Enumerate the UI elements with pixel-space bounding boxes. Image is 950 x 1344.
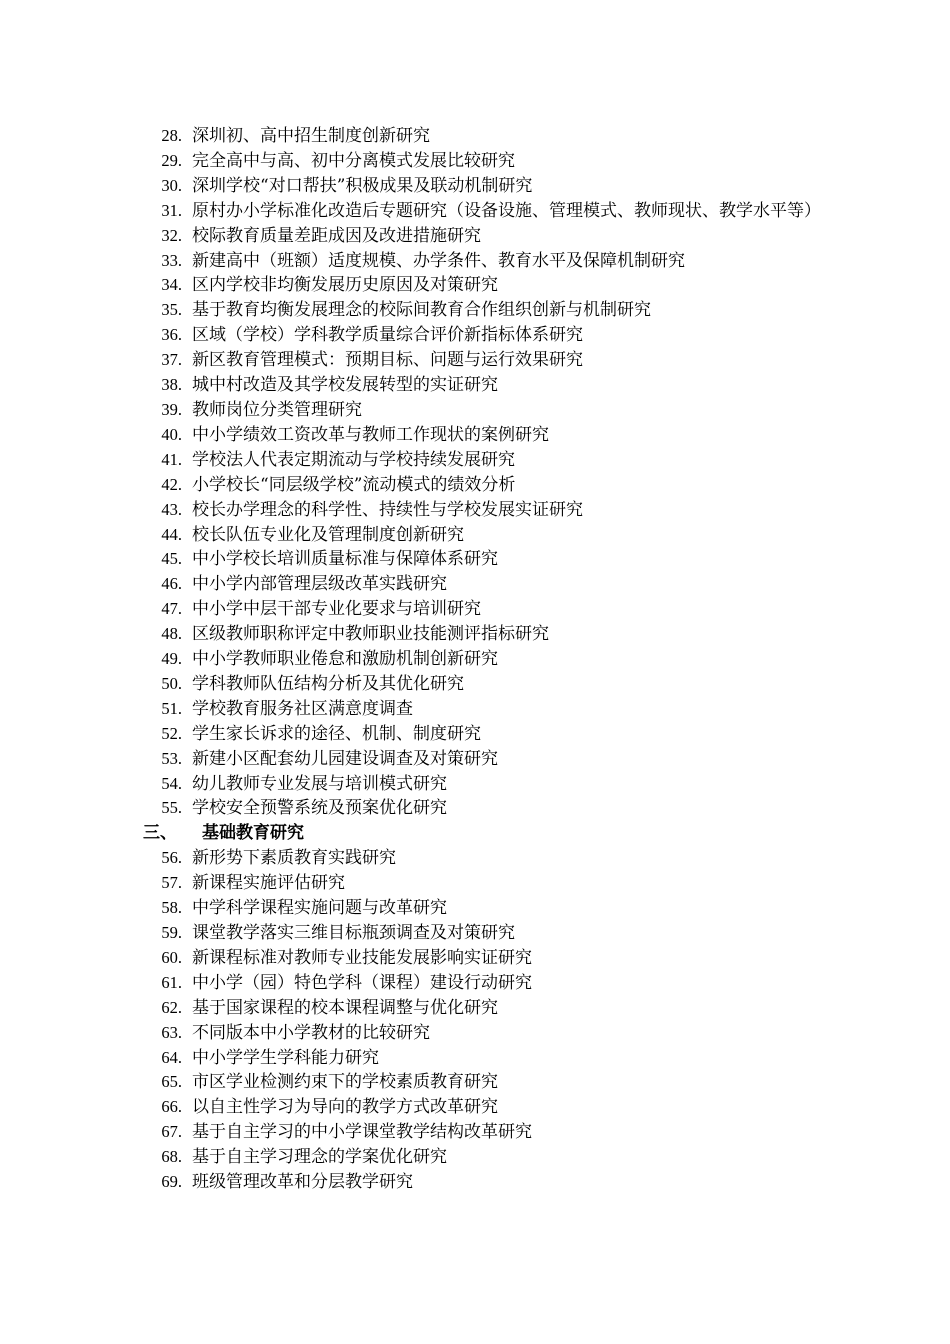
item-number: 53. [161, 748, 182, 768]
item-number: 62. [161, 997, 182, 1017]
list-item [0, 323, 950, 348]
item-number: 61. [161, 972, 182, 992]
list-item [0, 423, 950, 448]
item-text: 不同版本中小学教材的比较研究 [192, 1022, 430, 1043]
list-item [0, 996, 950, 1021]
item-number: 49. [161, 649, 182, 669]
item-number: 69. [161, 1172, 182, 1192]
list-item [0, 1046, 950, 1071]
item-number: 68. [161, 1147, 182, 1167]
list-item [0, 348, 950, 373]
list-item [0, 398, 950, 423]
item-number: 67. [161, 1122, 182, 1142]
list-item [0, 796, 950, 821]
item-text: 中小学绩效工资改革与教师工作现状的案例研究 [192, 424, 549, 445]
item-text: 中小学学生学科能力研究 [192, 1047, 379, 1068]
list-item [0, 971, 950, 996]
item-text: 基于国家课程的校本课程调整与优化研究 [192, 997, 498, 1018]
list-item [0, 523, 950, 548]
item-text: 新课程标准对教师专业技能发展影响实证研究 [192, 947, 532, 968]
item-number: 33. [161, 250, 182, 270]
item-number: 66. [161, 1097, 182, 1117]
item-number: 52. [161, 723, 182, 743]
section-heading [0, 821, 950, 846]
list-item [0, 921, 950, 946]
item-number: 55. [161, 798, 182, 818]
item-number: 51. [161, 698, 182, 718]
list-item [0, 249, 950, 274]
item-text: 校际教育质量差距成因及改进措施研究 [192, 225, 481, 246]
item-text: 教师岗位分类管理研究 [192, 399, 362, 420]
item-text: 幼儿教师专业发展与培训模式研究 [192, 773, 447, 794]
item-text: 班级管理改革和分层教学研究 [192, 1172, 413, 1193]
item-text: 中小学中层干部专业化要求与培训研究 [192, 599, 481, 620]
list-item [0, 1021, 950, 1046]
item-number: 41. [161, 449, 182, 469]
list-item [0, 547, 950, 572]
list-item [0, 697, 950, 722]
item-text: 中学科学课程实施问题与改革研究 [192, 898, 447, 919]
item-number: 32. [161, 225, 182, 245]
item-number: 47. [161, 599, 182, 619]
list-item [0, 1095, 950, 1120]
item-text: 完全高中与高、初中分离模式发展比较研究 [192, 150, 515, 171]
item-text: 中小学校长培训质量标准与保障体系研究 [192, 549, 498, 570]
item-number: 64. [161, 1047, 182, 1067]
section-number: 三、 [143, 823, 177, 844]
item-text: 中小学内部管理层级改革实践研究 [192, 574, 447, 595]
item-number: 63. [161, 1022, 182, 1042]
item-text: 新区教育管理模式：预期目标、问题与运行效果研究 [192, 350, 583, 371]
item-number: 35. [161, 300, 182, 320]
research-topic-list [0, 124, 950, 1195]
item-number: 31. [161, 200, 182, 220]
item-text: 学校法人代表定期流动与学校持续发展研究 [192, 449, 515, 470]
list-item [0, 772, 950, 797]
item-text: 基于教育均衡发展理念的校际间教育合作组织创新与机制研究 [192, 300, 651, 321]
item-number: 45. [161, 549, 182, 569]
item-text: 学校安全预警系统及预案优化研究 [192, 798, 447, 819]
item-text: 新形势下素质教育实践研究 [192, 848, 396, 869]
item-text: 课堂教学落实三维目标瓶颈调查及对策研究 [192, 923, 515, 943]
list-item [0, 124, 950, 149]
section-title: 基础教育研究 [202, 823, 304, 844]
item-number: 56. [161, 848, 182, 868]
item-number: 37. [161, 350, 182, 370]
item-text: 原村办小学标准化改造后专题研究（设备设施、管理模式、教师现状、教学水平等） [192, 200, 821, 221]
item-number: 30. [161, 175, 182, 195]
list-item [0, 747, 950, 772]
item-number: 46. [161, 574, 182, 594]
list-item [0, 448, 950, 473]
item-number: 58. [161, 898, 182, 918]
list-item [0, 722, 950, 747]
item-text: 市区学业检测约束下的学校素质教育研究 [192, 1072, 498, 1093]
item-text: 新建高中（班额）适度规模、办学条件、教育水平及保障机制研究 [192, 250, 685, 271]
list-item [0, 896, 950, 921]
item-number: 42. [161, 474, 182, 494]
item-text: 城中村改造及其学校发展转型的实证研究 [192, 375, 498, 396]
item-number: 39. [161, 399, 182, 419]
item-text: 中小学（园）特色学科（课程）建设行动研究 [192, 972, 532, 993]
item-text: 基于自主学习理念的学案优化研究 [192, 1147, 447, 1168]
list-item [0, 871, 950, 896]
item-number: 54. [161, 773, 182, 793]
item-number: 38. [161, 375, 182, 395]
item-text: 区内学校非均衡发展历史原因及对策研究 [192, 275, 498, 296]
list-item [0, 273, 950, 298]
item-number: 43. [161, 499, 182, 519]
item-text: 区级教师职称评定中教师职业技能测评指标研究 [192, 624, 549, 645]
item-text: 学科教师队伍结构分析及其优化研究 [192, 673, 464, 694]
list-item [0, 149, 950, 174]
list-item [0, 572, 950, 597]
item-text: 小学校长“同层级学校”流动模式的绩效分析 [192, 474, 516, 495]
item-number: 60. [161, 947, 182, 967]
list-item [0, 373, 950, 398]
item-text: 深圳初、高中招生制度创新研究 [192, 126, 430, 146]
item-text: 区域（学校）学科教学质量综合评价新指标体系研究 [192, 325, 583, 346]
item-number: 36. [161, 325, 182, 345]
item-text: 深圳学校“对口帮扶”积极成果及联动机制研究 [192, 175, 533, 196]
item-number: 44. [161, 524, 182, 544]
item-text: 新建小区配套幼儿园建设调查及对策研究 [192, 748, 498, 769]
item-number: 34. [161, 275, 182, 295]
list-item [0, 473, 950, 498]
item-text: 中小学教师职业倦怠和激励机制创新研究 [192, 649, 498, 670]
list-item [0, 1145, 950, 1170]
item-number: 28. [161, 126, 182, 145]
list-item [0, 597, 950, 622]
item-text: 学校教育服务社区满意度调查 [192, 698, 413, 719]
item-number: 65. [161, 1072, 182, 1092]
item-text: 校长队伍专业化及管理制度创新研究 [192, 524, 464, 545]
list-item [0, 199, 950, 224]
list-item [0, 846, 950, 871]
list-item [0, 174, 950, 199]
list-item [0, 1070, 950, 1095]
item-number: 40. [161, 424, 182, 444]
item-text: 基于自主学习的中小学课堂教学结构改革研究 [192, 1122, 532, 1143]
list-item [0, 672, 950, 697]
item-text: 学生家长诉求的途径、机制、制度研究 [192, 723, 481, 744]
list-item [0, 498, 950, 523]
list-item [0, 224, 950, 249]
item-number: 57. [161, 873, 182, 893]
item-text: 校长办学理念的科学性、持续性与学校发展实证研究 [192, 499, 583, 520]
item-text: 新课程实施评估研究 [192, 873, 345, 894]
list-item [0, 946, 950, 971]
list-item [0, 1120, 950, 1145]
item-number: 50. [161, 673, 182, 693]
list-item [0, 1170, 950, 1195]
list-item [0, 647, 950, 672]
list-item [0, 622, 950, 647]
item-text: 以自主性学习为导向的教学方式改革研究 [192, 1097, 498, 1118]
item-number: 59. [161, 923, 182, 942]
item-number: 48. [161, 624, 182, 644]
list-item [0, 298, 950, 323]
item-number: 29. [161, 150, 182, 170]
